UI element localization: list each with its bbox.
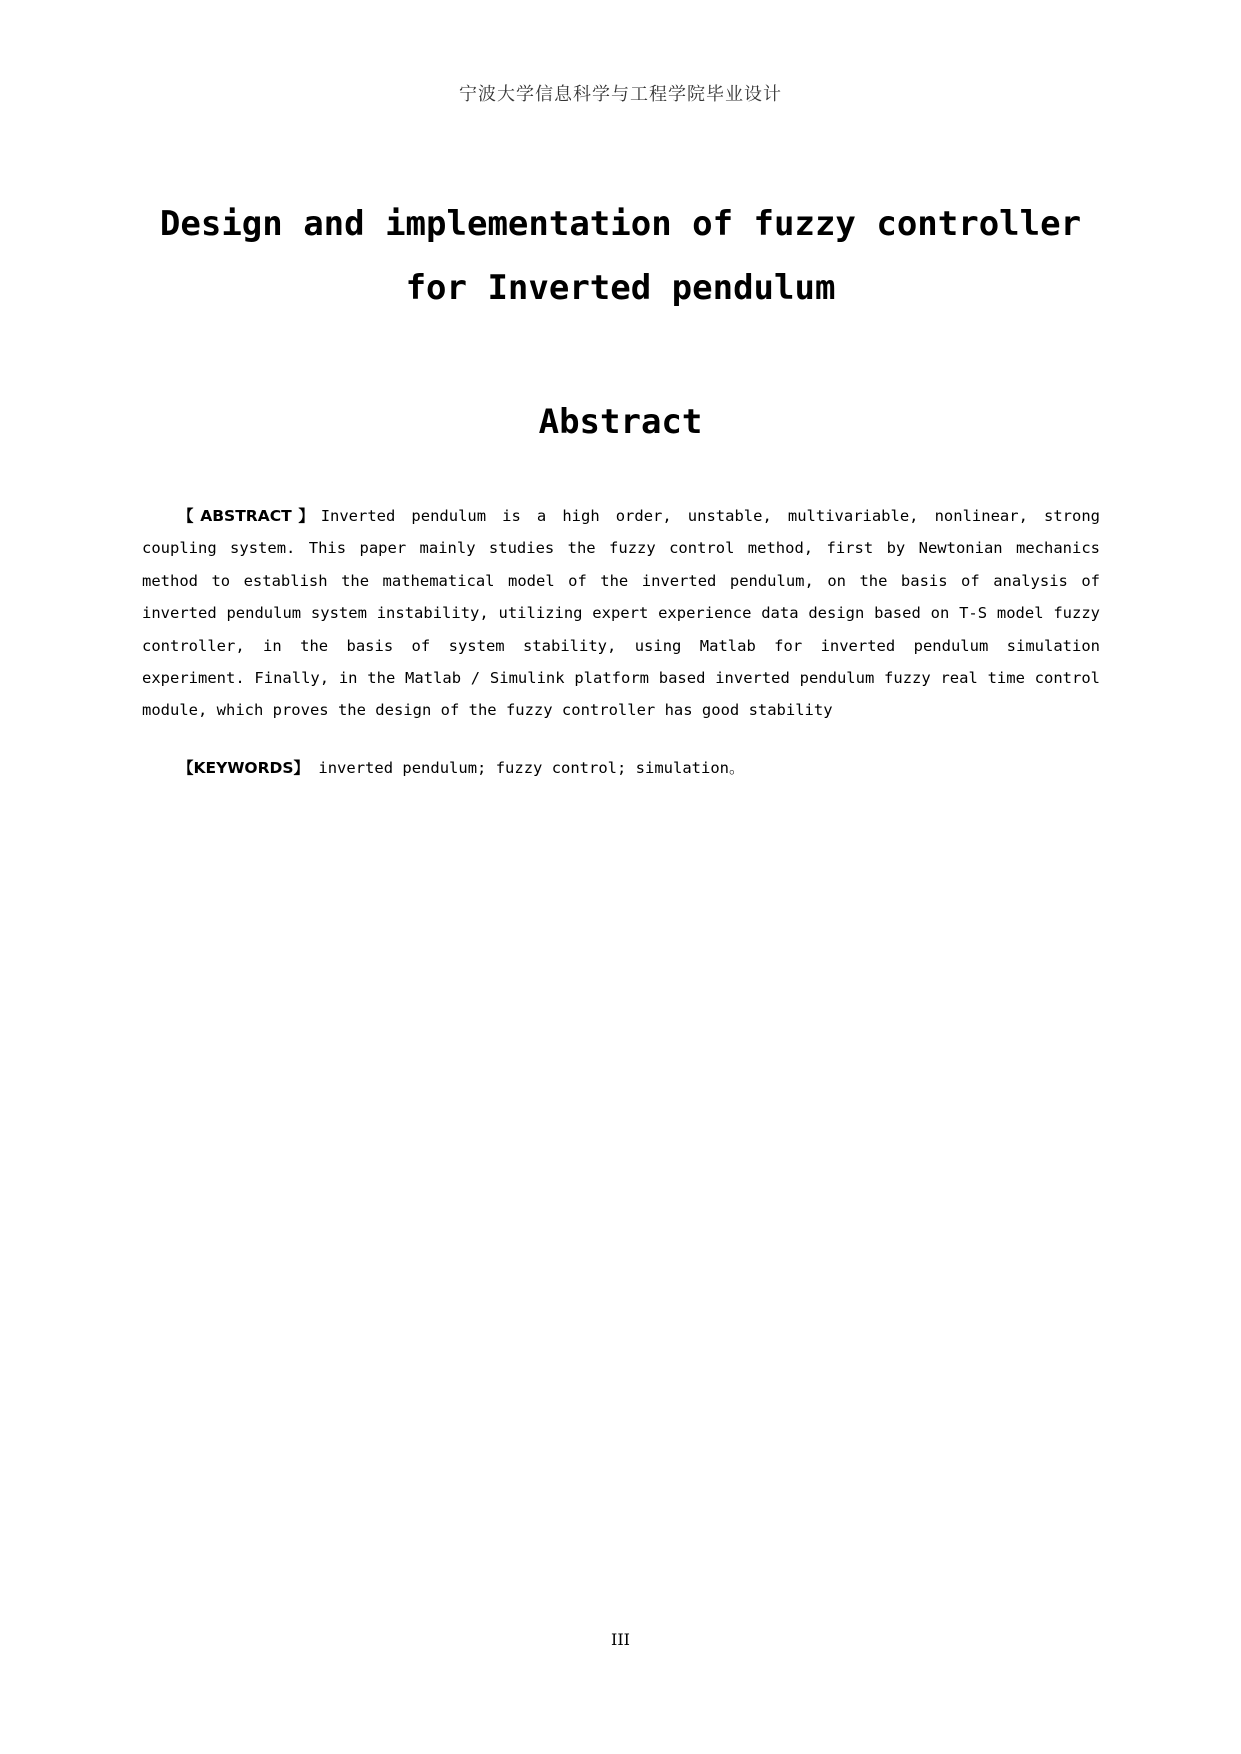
keywords-paragraph xyxy=(142,752,1100,784)
abstract-text: Inverted pendulum is a high order, unstable, multivariable, nonlinear, strong coupling system. This paper mainly studies the fuzzy control method, first by Newtonian mechanics method to establish the mathematical model of the inverted pendulum, on the basis of analysis of inverted pendulum system instability, utilizing expert experience data design based on T-S model fuzzy controller, in the basis of system stability, using Matlab for inverted pendulum simulation experiment. Finally, in the Matlab / Simulink platform based inverted pendulum fuzzy real time control module, which proves the design of the fuzzy controller has good stability xyxy=(142,507,1100,720)
paper-title-line-1: Design and implementation of fuzzy controller xyxy=(159,204,1082,244)
page-number: III xyxy=(611,1630,630,1649)
abstract-paragraph xyxy=(142,500,1100,727)
paper-title-line-2: for Inverted pendulum xyxy=(405,268,836,308)
keywords-label: 【KEYWORDS】 xyxy=(178,759,310,777)
running-header: 宁波大学信息科学与工程学院毕业设计 xyxy=(459,84,782,105)
paper-title xyxy=(120,192,1121,320)
abstract-label: 【ABSTRACT】 xyxy=(178,507,321,525)
keywords-text: inverted pendulum; fuzzy control; simulation。 xyxy=(309,759,745,777)
abstract-heading: Abstract xyxy=(538,402,703,442)
